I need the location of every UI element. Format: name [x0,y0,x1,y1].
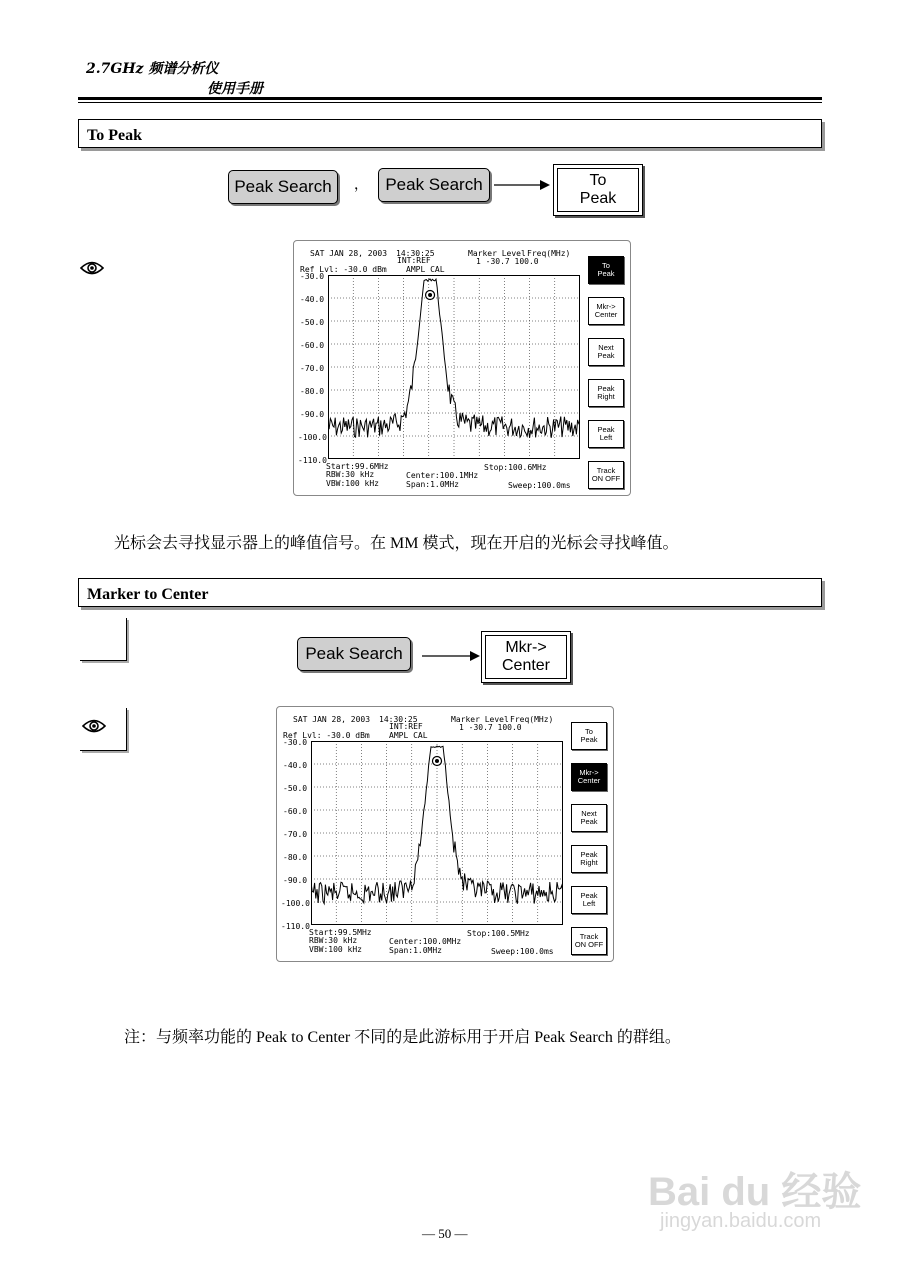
screen-date: SAT JAN 28, 2003 [293,715,371,724]
softkey-line: Left [599,433,613,442]
screen-marker-values: 1 -30.7 100.0 [476,257,539,266]
softkey-peak-right [571,845,607,873]
softkey-track-on-off [571,927,607,955]
watermark-logo: Bai du 经验 [648,1170,862,1214]
to-peak-description: 光标会去寻找显示器上的峰值信号。在 MM 模式，现在开启的光标会寻找峰值。 [114,535,679,552]
y-tick-label: -110.0 [281,922,310,931]
softkey-line: Peak [580,817,598,826]
softkey-line: ON OFF [574,940,604,949]
softkey-line: Center [594,310,618,319]
screen-time: 14:30:25 [379,715,418,724]
softkey-line: Mkr-> [596,301,616,311]
y-tick-label: -100.0 [298,433,327,442]
y-tick-label: -90.0 [283,876,308,885]
screen-marker-level-label: Marker Level [451,715,509,724]
watermark-url: jingyan.baidu.com [660,1210,822,1232]
section-title: To Peak [87,127,142,144]
spectrum-plot [328,275,580,459]
softkey-peak-left [588,420,624,448]
softkey-line: Peak [580,849,598,859]
softkey-line: To [585,726,593,736]
softkey-line: ON OFF [591,474,621,483]
eye-icon [82,718,106,734]
screen-date: SAT JAN 28, 2003 [310,249,388,258]
margin-note-corner [80,618,127,661]
softkey-line: Center [577,776,601,785]
screen-center: Center:100.1MHz [406,471,479,480]
peak-search-key: Peak Search [297,637,411,671]
screen-time: 14:30:25 [396,249,435,258]
y-tick-label: -60.0 [300,341,325,350]
screen-rbw: RBW:30 kHz [326,470,375,479]
section-marker-to-center-header [78,578,822,607]
peak-search-key: Peak Search [378,168,490,202]
y-tick-label: -50.0 [283,784,308,793]
screen-start: Start:99.5MHz [309,928,372,937]
y-tick-label: -80.0 [300,387,325,396]
y-tick-label: -70.0 [283,830,308,839]
arrow-right-icon [494,178,552,192]
softkey-line: Peak [597,424,615,434]
marker-dot [428,293,432,297]
y-tick-label: -40.0 [283,761,308,770]
softkey-line: Track [579,931,599,941]
y-tick-label: -80.0 [283,853,308,862]
screen-rbw: RBW:30 kHz [309,936,358,945]
softkey-mkr-center [588,297,624,325]
mkr-center-softkey [481,631,571,683]
softkey-line: Left [582,899,596,908]
footnote: 注：与频率功能的 Peak to Center 不同的是此游标用于开启 Peak Search 的群组。 [124,1029,681,1046]
screen-freq-label: Freq(MHz) [527,249,571,258]
softkey-line: Next [581,808,597,818]
screen-center: Center:100.0MHz [389,937,462,946]
y-tick-label: -70.0 [300,364,325,373]
marker-dot [435,759,439,763]
screen-freq-label: Freq(MHz) [510,715,554,724]
softkey-line: Peak [597,383,615,393]
y-tick-label: -30.0 [283,738,308,747]
softkey-line: Peak [597,269,615,278]
manual-subtitle: 使用手册 [207,81,263,97]
softkey-line: Mkr-> [579,767,599,777]
softkey-peak-right [588,379,624,407]
softkey-line: Peak [597,351,615,360]
softkey-line: Peak [579,190,617,207]
section-to-peak-header [78,119,822,148]
softkey-line: Peak [580,890,598,900]
key-separator: ， [354,177,368,193]
screen-vbw: VBW:100 kHz [326,479,379,488]
screen-int-ref: INT:REF [397,256,431,265]
screen-ampl-cal: AMPL CAL [389,731,428,740]
header-rule-thick [78,97,822,100]
softkey-line: Center [501,657,551,674]
page-number: — 50 — [422,1226,468,1241]
softkey-line: Right [580,858,598,867]
screen-span: Span:1.0MHz [406,480,459,489]
softkey-next-peak [588,338,624,366]
softkey-to-peak [571,722,607,750]
header-rule-thin [78,102,822,103]
screen-sweep: Sweep:100.0ms [491,947,554,956]
section-title: Marker to Center [87,586,209,603]
screen-ref-level: Ref Lvl: -30.0 dBm [283,731,370,740]
screen-int-ref: INT:REF [389,722,423,731]
softkey-next-peak [571,804,607,832]
spectrum-screen [293,240,631,496]
softkey-line: Next [598,342,614,352]
softkey-peak-left [571,886,607,914]
eye-icon [80,260,104,276]
arrow-right-icon [422,649,482,663]
softkey-track-on-off [588,461,624,489]
screen-stop: Stop:100.6MHz [484,463,547,472]
y-tick-label: -90.0 [300,410,325,419]
manual-title: 2.7GHz 频谱分析仪 [86,61,219,77]
y-tick-label: -40.0 [300,295,325,304]
softkey-mkr-center [571,763,607,791]
y-tick-label: -100.0 [281,899,310,908]
screen-marker-level-label: Marker Level [468,249,526,258]
softkey-line: Right [597,392,615,401]
screen-sweep: Sweep:100.0ms [508,481,571,490]
screen-ampl-cal: AMPL CAL [406,265,445,274]
screen-ref-level: Ref Lvl: -30.0 dBm [300,265,387,274]
softkey-line: Track [596,465,616,475]
peak-search-key: Peak Search [228,170,338,204]
screen-stop: Stop:100.5MHz [467,929,530,938]
screen-marker-values: 1 -30.7 100.0 [459,723,522,732]
softkey-line: Mkr-> [505,639,547,656]
screen-start: Start:99.6MHz [326,462,389,471]
y-tick-label: -30.0 [300,272,325,281]
spectrum-plot [311,741,563,925]
spectrum-trace [311,746,563,904]
softkey-line: To [589,172,607,189]
screen-vbw: VBW:100 kHz [309,945,362,954]
softkey-line: To [602,260,610,270]
spectrum-screen [276,706,614,962]
to-peak-softkey [553,164,643,216]
y-tick-label: -50.0 [300,318,325,327]
y-tick-label: -60.0 [283,807,308,816]
y-tick-label: -110.0 [298,456,327,465]
screen-span: Span:1.0MHz [389,946,442,955]
softkey-to-peak [588,256,624,284]
softkey-line: Peak [580,735,598,744]
